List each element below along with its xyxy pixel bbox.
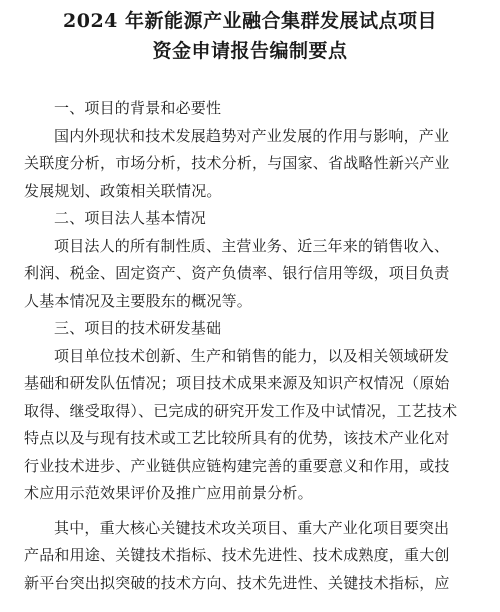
section-3-line-4: 特点以及与现有技术或工艺比较所具有的优势，该技术产业化对: [24, 429, 450, 447]
title-line-2: 资金申请报告编制要点: [152, 40, 348, 62]
section-3-line-1: 项目单位技术创新、生产和销售的能力，以及相关领域研发: [54, 346, 450, 365]
section-heading-1: 一、项目的背景和必要性: [54, 99, 222, 117]
section-heading-3: 三、项目的技术研发基础: [54, 319, 222, 337]
section-heading-2: 二、项目法人基本情况: [54, 209, 207, 227]
section-1-line-1: 国内外现状和技术发展趋势对产业发展的作用与影响，产业: [54, 126, 450, 145]
section-2-line-1: 项目法人的所有制性质、主营业务、近三年来的销售收入、: [54, 236, 450, 255]
section-1-line-2: 关联度分析，市场分析，技术分析，与国家、省战略性新兴产业: [24, 154, 450, 172]
section-3-line-2: 基础和研发队伍情况；项目技术成果来源及知识产权情况（原始: [24, 374, 450, 392]
trailing-line-3: 新平台突出拟突破的技术方向、技术先进性、关键技术指标，应: [24, 573, 450, 592]
document-title: [0, 0, 500, 66]
section-3-line-3: 取得、继受取得）、已完成的研究开发工作及中试情况，工艺技术: [24, 401, 458, 420]
section-2-line-2: 利润、税金、固定资产、资产负债率、银行信用等级，项目负责: [24, 264, 450, 282]
document-body: [24, 95, 476, 597]
paragraph-gap: [24, 508, 476, 515]
section-3-line-6: 术应用示范效果评价及推广应用前景分析。: [24, 484, 313, 502]
trailing-line-2: 产品和用途、关键技术指标、技术先进性、技术成熟度，重大创: [24, 546, 450, 564]
section-3-line-5: 行业技术进步、产业链供应链构建完善的重要意义和作用，或技: [24, 456, 450, 475]
title-line-1: 2024 年新能源产业融合集群发展试点项目: [63, 10, 437, 32]
section-2-line-3: 人基本情况及主要股东的概况等。: [24, 291, 253, 310]
trailing-line-1: 其中，重大核心关键技术攻关项目、重大产业化项目要突出: [54, 518, 450, 537]
section-1-line-3: 发展规划、政策相关联情况。: [24, 181, 222, 200]
